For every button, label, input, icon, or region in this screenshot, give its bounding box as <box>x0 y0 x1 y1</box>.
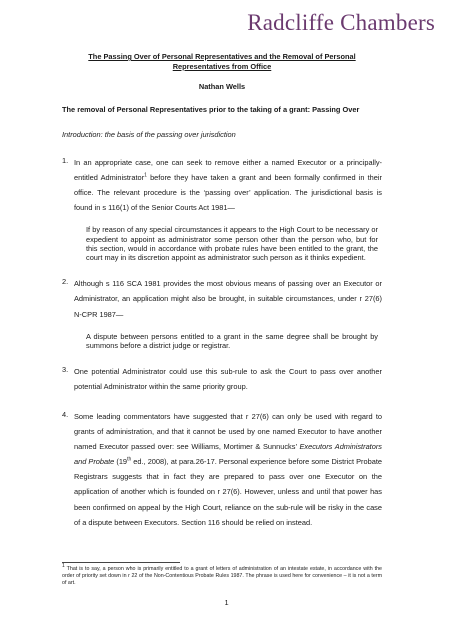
brand-logo: Radcliffe Chambers <box>247 10 435 35</box>
intro-heading: Introduction: the basis of the passing over jurisdiction <box>62 130 236 140</box>
paragraph-3 <box>62 364 382 394</box>
paragraph-number: 1. <box>62 155 69 165</box>
footnote-text: That is to say, a person who is primarily entitled to a grant of letters of administration of an intestate estate, in accordance with the order of priority set down in r 22 of the Non-Contentious Probate Rules 1987. The phrase is used here for convenience – it is not a term of art. <box>62 566 382 587</box>
paragraph-1 <box>62 155 382 263</box>
document-body <box>62 52 382 530</box>
book-title: Executors Administrators and Probate <box>74 441 382 467</box>
footnote <box>62 563 382 587</box>
text-segment: ed., 2008), at para.26-17. Personal experience before some District Probate Registrars suggests that in fact they are prepared to pass over one Executor on the application of another which is founded on r 27(6). However, unless and until that power has been confirmed on appeal by the High Court, reliance on the sub-rule will be risky in the case of a dispute between Executors. Section 116 should be relied on instead. <box>74 457 382 527</box>
footnote-divider <box>62 562 180 563</box>
paragraph-number: 3. <box>62 365 69 375</box>
author-name: Nathan Wells <box>198 82 246 92</box>
block-quote <box>86 225 382 262</box>
text-segment: Some leading commentators have suggested that r 27(6) can only be used with regard to grants of administration, and that it cannot be used by one named Executor to have another named Executor passed over: see Williams, Mortimer & Sunnucks’ <box>74 411 382 451</box>
page-number: 1 <box>224 598 229 607</box>
quote-text: If by reason of any special circumstances it appears to the High Court to be necessary or expedient to appoint as administrator some person other than the person who, but for this section, would in accordance with probate rules have been entitled to the grant, the court may in its discretion appoint as administrator such person as it thinks expedient. <box>86 225 378 263</box>
quote-text: A dispute between persons entitled to a grant in the same degree shall be brought by summons before a district judge or registrar. <box>86 331 378 351</box>
paragraph-number: 4. <box>62 409 69 419</box>
section-heading: The removal of Personal Representatives prior to the taking of a grant: Passing Over <box>62 105 360 115</box>
text-segment: (19 <box>114 457 128 467</box>
paragraph-text: Although s 116 SCA 1981 provides the most obvious means of passing over an Executor or Administrator, an application might also be brought, in suitable circumstances, under r 27(6) N-CPR 1987— <box>74 279 382 319</box>
paragraph-number: 2. <box>62 277 69 287</box>
paragraph-text <box>74 155 382 216</box>
paragraph-text <box>74 409 382 530</box>
block-quote <box>86 332 382 351</box>
footnote-ref[interactable]: 1 <box>144 172 147 179</box>
text-segment: In an appropriate case, one can seek to remove either a named Executor or a principally-entitled Administrator <box>74 157 382 182</box>
edition-superscript: th <box>127 456 132 463</box>
paragraph-2 <box>62 276 382 350</box>
paragraph-4 <box>62 409 382 530</box>
footnote-mark: 1 <box>62 563 65 570</box>
paragraph-text: One potential Administrator could use this sub-rule to ask the Court to pass over another potential Administrator within the same priority group. <box>74 367 382 392</box>
text-segment: before they have taken a grant and been formally confirmed in their office. The relevant procedure is the ‘passing over’ application. The jurisdictional basis is found in s 116(1) of the Senior Courts Act 1981— <box>74 172 382 213</box>
document-title: The Passing Over of Personal Representatives and the Removal of Personal Representatives from Office <box>88 52 356 71</box>
